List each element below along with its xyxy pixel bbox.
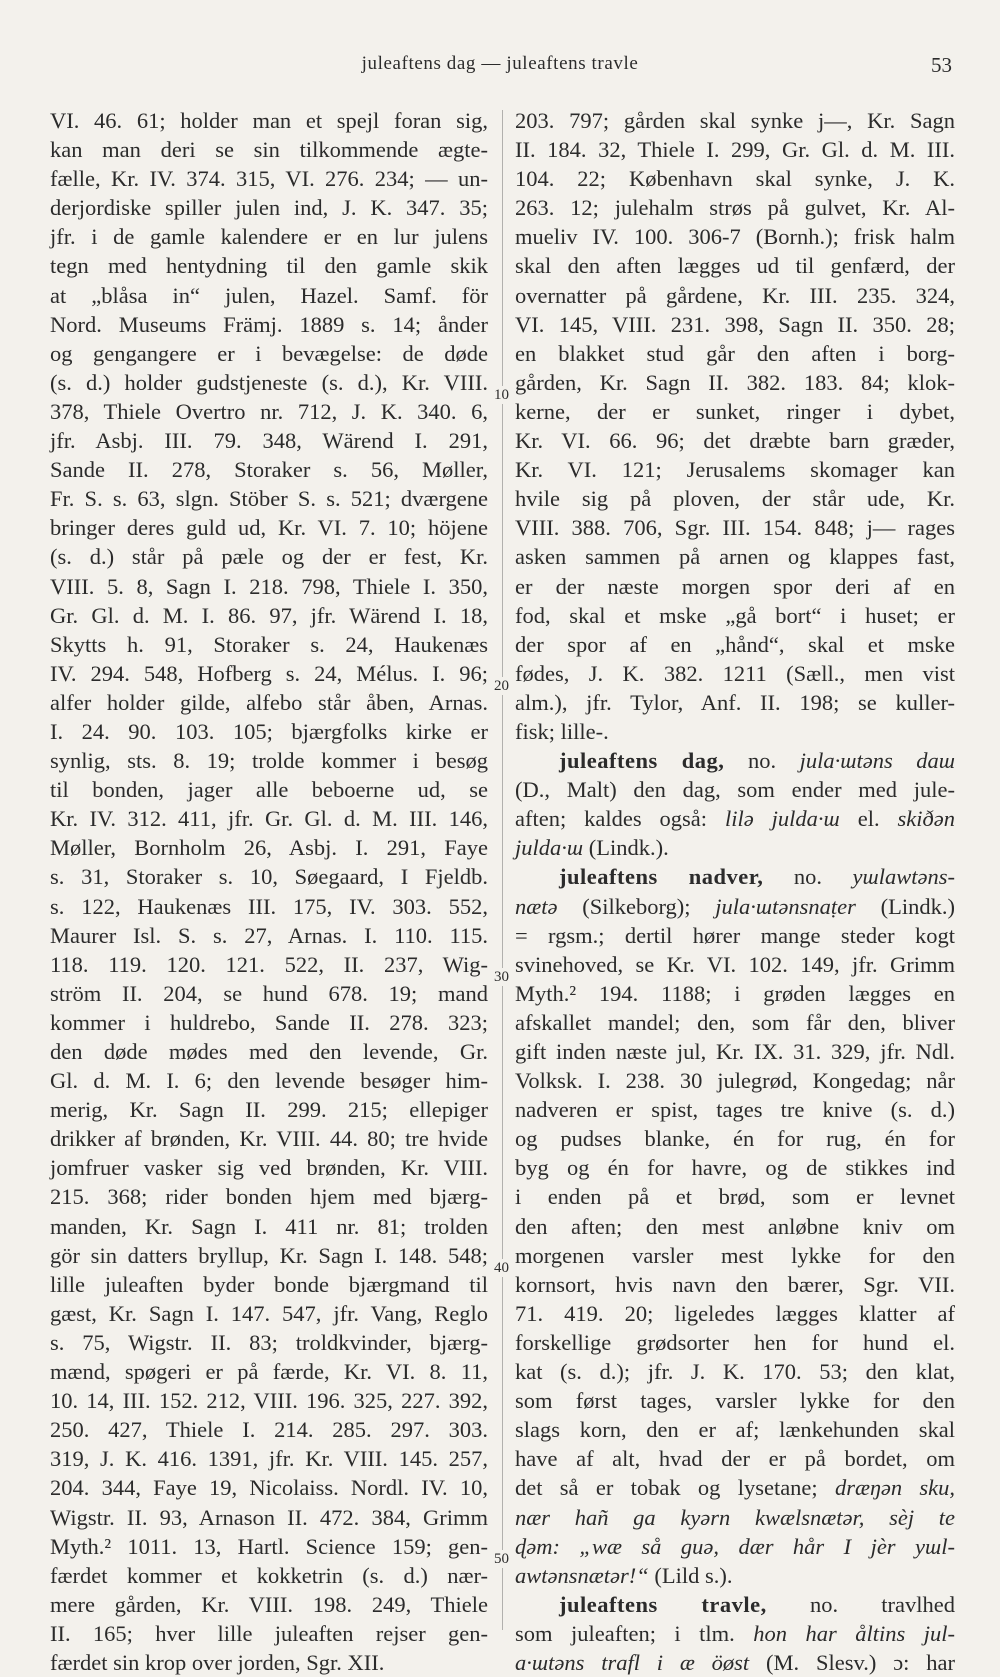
- pronunciation: yɯlawtəns-: [852, 864, 955, 890]
- line-number: 40: [494, 1260, 509, 1276]
- text-line: afskallet mandel; den, som får den, bliver: [515, 1009, 955, 1035]
- text-line: IV. 294. 548, Hofberg s. 24, Mélus. I. 96;: [50, 660, 488, 686]
- pronunciation: lilə julda·ɯ: [724, 806, 840, 832]
- text-line: byg og én for havre, og de stikkes ind: [515, 1155, 955, 1181]
- text-line: en blakket stud går den aften i borg-: [515, 340, 955, 366]
- entry-pos: no. travlhed: [766, 1591, 956, 1617]
- line-number: 20: [494, 678, 509, 694]
- pronunciation: julda·ɯ: [515, 835, 584, 861]
- dialect-quote: hon har åltins jul-: [753, 1620, 955, 1646]
- text-line: færdet sin krop over jorden, Sgr. XII.: [50, 1649, 385, 1675]
- entry-pos: no.: [763, 864, 853, 890]
- text-line: Myth.² 194. 1188; i grøden lægges en: [515, 980, 955, 1006]
- text-line: og gengangere er i bevægelse: de døde: [50, 340, 488, 366]
- text-line: Skytts h. 91, Storaker s. 24, Haukenæs: [50, 631, 488, 657]
- text-line: skal den aften lægges ud til genfærd, der: [515, 253, 955, 279]
- text-line: = rgsm.; dertil hører mange steder kogt: [515, 922, 955, 948]
- text-line: svinehoved, se Kr. VI. 102. 149, jfr. Grimm: [515, 951, 955, 977]
- text-line: gæst, Kr. Sagn I. 147. 547, jfr. Vang, Reglo: [50, 1300, 488, 1326]
- running-head: [0, 53, 1000, 83]
- text-line: 204. 344, Faye 19, Nicolaiss. Nordl. IV. 10,: [50, 1475, 488, 1501]
- dialect-quote: dræŋən sku,: [834, 1475, 955, 1501]
- text-fragment: (Lild s.).: [648, 1562, 733, 1588]
- text-line: gör sin datters bryllup, Kr. Sagn I. 148. 548;: [50, 1242, 488, 1268]
- text-line: VIII. 388. 706, Sgr. III. 154. 848; j— rages: [515, 515, 955, 541]
- text-line: den aften; den mest anløbne kniv om: [515, 1213, 955, 1239]
- text-line: kan man deri se sin tilkommende ægte-: [50, 137, 488, 163]
- text-fragment: (M. Slesv.) ɔ: har: [749, 1649, 955, 1675]
- text-line: derjordiske spiller julen ind, J. K. 347. 35;: [50, 195, 488, 221]
- text-line: Kr. VI. 121; Jerusalems skomager kan: [515, 457, 955, 483]
- right-column: [515, 106, 955, 1677]
- pronunciation: jula·ɯtənsnaṭer: [715, 893, 856, 919]
- text-line: bringer deres guld ud, Kr. VI. 7. 10; höjene: [50, 515, 488, 541]
- text-line: asken sammen på arnen og klappes fast,: [515, 544, 955, 570]
- line-number: 10: [494, 387, 509, 403]
- entry-line: [515, 892, 955, 921]
- pronunciation: skiðən: [897, 806, 955, 832]
- text-line: II. 165; hver lille juleaften rejser gen-: [50, 1620, 488, 1646]
- text-line: 104. 22; København skal synke, J. K.: [515, 166, 955, 192]
- text-fragment: (Lindk.): [855, 893, 956, 919]
- text-line: den døde mødes med den levende, Gr.: [50, 1039, 488, 1064]
- text-line: VIII. 5. 8, Sagn I. 218. 798, Thiele I. 350,: [50, 573, 488, 599]
- text-line: i enden på et brød, som er levnet: [515, 1184, 955, 1210]
- text-line: manden, Kr. Sagn I. 411 nr. 81; trolden: [50, 1213, 488, 1239]
- text-line: VI. 46. 61; holder man et spejl foran sig,: [50, 108, 488, 133]
- text-line: færdet kommer et kokketrin (s. d.) nær-: [50, 1562, 488, 1588]
- text-line: (s. d.) står på pæle og der er fest, Kr.: [50, 544, 488, 570]
- text-line: alm.), jfr. Tylor, Anf. II. 198; se kuller-: [515, 689, 955, 715]
- text-line: jfr. i de gamle kalendere er en lur julens: [50, 224, 488, 250]
- text-line: slags korn, den er af; lænkehunden skal: [515, 1417, 955, 1443]
- text-line: 10. 14, III. 152. 212, VIII. 196. 325, 227. 392,: [50, 1388, 488, 1414]
- dialect-quote: awtənsnætər!“: [515, 1562, 649, 1588]
- text-fragment: (Lindk.).: [583, 835, 669, 861]
- text-line: at „blåsa in“ julen, Hazel. Samf. för: [50, 282, 488, 308]
- entry-line: [515, 1619, 955, 1648]
- text-line: gården, Kr. Sagn II. 382. 183. 84; klok-: [515, 369, 955, 395]
- text-line: drikker af brønden, Kr. VIII. 44. 80; tre hvide: [50, 1126, 488, 1152]
- text-line: der spor af en „hånd“, skal et mske: [515, 631, 955, 657]
- text-line: Sande II. 278, Storaker s. 56, Møller,: [50, 457, 488, 483]
- text-line: gift inden næste jul, Kr. IX. 31. 329, jfr. Ndl.: [515, 1039, 955, 1064]
- text-line: 203. 797; gården skal synke j—, Kr. Sagn: [515, 108, 955, 133]
- text-line: forskellige grødsorter hen for hund el.: [515, 1329, 955, 1355]
- text-line: I. 24. 90. 103. 105; bjærgfolks kirke er: [50, 718, 488, 744]
- text-line: Volksk. I. 238. 30 julegrød, Kongedag; når: [515, 1068, 955, 1094]
- text-line: fødes, J. K. 382. 1211 (Sæll., men vist: [515, 660, 955, 686]
- text-line: jfr. Asbj. III. 79. 348, Wärend I. 291,: [50, 428, 488, 454]
- text-line: 250. 427, Thiele I. 214. 285. 297. 303.: [50, 1417, 488, 1443]
- text-line: Gr. Gl. d. M. I. 86. 97, jfr. Wärend I. 18,: [50, 602, 488, 628]
- entry-headword: juleaftens nadver,: [559, 864, 764, 890]
- entry-pos: no.: [724, 748, 800, 774]
- text-line: nadveren er spist, tages tre knive (s. d.): [515, 1097, 955, 1123]
- entry-line: [515, 1473, 955, 1502]
- dialect-quote: ɖəm: „wæ så guə, dær hår I jèr yɯl-: [515, 1533, 955, 1559]
- text-line: 378, Thiele Overtro nr. 712, J. K. 340. 6,: [50, 398, 488, 424]
- text-line: VI. 145, VIII. 231. 398, Sagn II. 350. 28;: [515, 311, 955, 337]
- running-head-title: juleaftens dag — juleaftens travle: [361, 53, 639, 74]
- text-line: fisk; lille-.: [515, 718, 609, 744]
- left-column: [50, 106, 488, 1677]
- text-line: 215. 368; rider bonden hjem med bjærg-: [50, 1184, 488, 1210]
- text-line: fælle, Kr. IV. 374. 315, VI. 276. 234; — un-: [50, 166, 488, 192]
- text-line: og pudses blanke, én for rug, én for: [515, 1126, 955, 1152]
- text-line: 263. 12; julehalm strøs på gulvet, Kr. Al-: [515, 195, 955, 221]
- text-line: (D., Malt) den dag, som ender med jule-: [515, 777, 955, 803]
- text-line: Møller, Bornholm 26, Asbj. I. 291, Faye: [50, 835, 488, 861]
- text-line: Kr. VI. 66. 96; det dræbte barn græder,: [515, 428, 955, 454]
- dialect-quote: a·ɯtəns trafl i æ öøst: [515, 1649, 750, 1675]
- text-line: Fr. S. s. 63, slgn. Stöber S. s. 521; dværgene: [50, 486, 488, 512]
- pronunciation: jula·ɯtəns daɯ: [799, 748, 955, 774]
- entry-line: [515, 1648, 955, 1677]
- text-line: have af alt, hvad der er på bordet, om: [515, 1446, 955, 1472]
- column-rule: [502, 110, 503, 1630]
- text-fragment: el.: [839, 806, 898, 832]
- text-line: morgenen varsler mest lykke for den: [515, 1242, 955, 1268]
- text-line: mere gården, Kr. VIII. 198. 249, Thiele: [50, 1591, 488, 1617]
- entry-line: [515, 804, 955, 833]
- text-fragment: aften; kaldes også:: [515, 806, 725, 832]
- text-line: merig, Kr. Sagn II. 299. 215; ellepiger: [50, 1097, 488, 1123]
- text-line: mueliv IV. 100. 306-7 (Bornh.); frisk halm: [515, 224, 955, 250]
- text-line: Myth.² 1011. 13, Hartl. Science 159; gen-: [50, 1533, 488, 1559]
- text-line: lille juleaften byder bonde bjærgmand til: [50, 1271, 488, 1297]
- text-line: (s. d.) holder gudstjeneste (s. d.), Kr. VIII.: [50, 369, 488, 395]
- text-line: kat (s. d.); jfr. J. K. 170. 53; den klat,: [515, 1359, 955, 1385]
- text-line: mænd, spøgeri er på færde, Kr. VI. 8. 11,: [50, 1359, 488, 1385]
- text-line: til bonden, jager alle beboerne ud, se: [50, 777, 488, 803]
- text-line: hvile sig på ploven, der står ude, Kr.: [515, 486, 955, 512]
- text-line: II. 184. 32, Thiele I. 299, Gr. Gl. d. M. III.: [515, 137, 955, 163]
- text-line: jomfruer vasker sig ved brønden, Kr. VIII.: [50, 1155, 488, 1181]
- text-fragment: det så er tobak og lysetane;: [515, 1475, 835, 1501]
- text-line: kornsort, hvis navn den bærer, Sgr. VII.: [515, 1271, 955, 1297]
- text-line: kerne, der er sunket, ringer i dybet,: [515, 398, 955, 424]
- text-line: kommer i huldrebo, Sande II. 278. 323;: [50, 1009, 488, 1035]
- entry-line: [515, 1561, 955, 1590]
- entry-line: [515, 746, 955, 775]
- text-fragment: som juleaften; i tlm.: [515, 1620, 754, 1646]
- text-line: 319, J. K. 416. 1391, jfr. Kr. VIII. 145. 257,: [50, 1446, 488, 1472]
- entry-headword: juleaftens travle,: [559, 1591, 767, 1617]
- dialect-quote: nær hañ ga kyərn kwælsnætər, sèj te: [515, 1504, 955, 1530]
- text-line: Nord. Museums Främj. 1889 s. 14; ånder: [50, 311, 488, 337]
- text-line: s. 75, Wigstr. II. 83; troldkvinder, bjærg-: [50, 1329, 488, 1355]
- text-line: Gl. d. M. I. 6; den levende besøger him-: [50, 1068, 488, 1094]
- text-line: overnatter på gårdene, Kr. III. 235. 324,: [515, 282, 955, 308]
- line-number: 30: [494, 969, 509, 985]
- page-number: 53: [931, 53, 952, 77]
- text-fragment: (Silkeborg);: [557, 893, 716, 919]
- text-line: ström II. 204, se hund 678. 19; mand: [50, 980, 488, 1006]
- pronunciation: nætə: [515, 893, 558, 919]
- entry-line: [515, 833, 955, 862]
- text-line: s. 31, Storaker s. 10, Søegaard, I Fjeldb.: [50, 864, 488, 890]
- text-line: Wigstr. II. 93, Arnason II. 472. 384, Grimm: [50, 1504, 488, 1530]
- text-line: Kr. IV. 312. 411, jfr. Gr. Gl. d. M. III. 146,: [50, 806, 488, 832]
- text-line: som først tages, varsler lykke for den: [515, 1388, 955, 1414]
- entry-headword: juleaftens dag,: [559, 748, 725, 774]
- text-line: er der næste morgen spor deri af en: [515, 573, 955, 599]
- entry-line: [515, 1590, 955, 1619]
- text-line: synlig, sts. 8. 19; trolde kommer i besøg: [50, 748, 488, 774]
- text-line: 71. 419. 20; ligeledes lægges klatter af: [515, 1300, 955, 1326]
- text-line: alfer holder gilde, alfebo står åben, Arnas.: [50, 689, 488, 715]
- text-line: fod, skal et mske „gå bort“ i huset; er: [515, 602, 955, 628]
- text-line: 118. 119. 120. 121. 522, II. 237, Wig-: [50, 951, 488, 977]
- entry-line: [515, 862, 955, 891]
- text-line: tegn med hentydning til den gamle skik: [50, 253, 488, 279]
- text-line: Maurer Isl. S. s. 27, Arnas. I. 110. 115.: [50, 922, 488, 948]
- text-line: s. 122, Haukenæs III. 175, IV. 303. 552,: [50, 893, 488, 919]
- line-number: 50: [494, 1551, 509, 1567]
